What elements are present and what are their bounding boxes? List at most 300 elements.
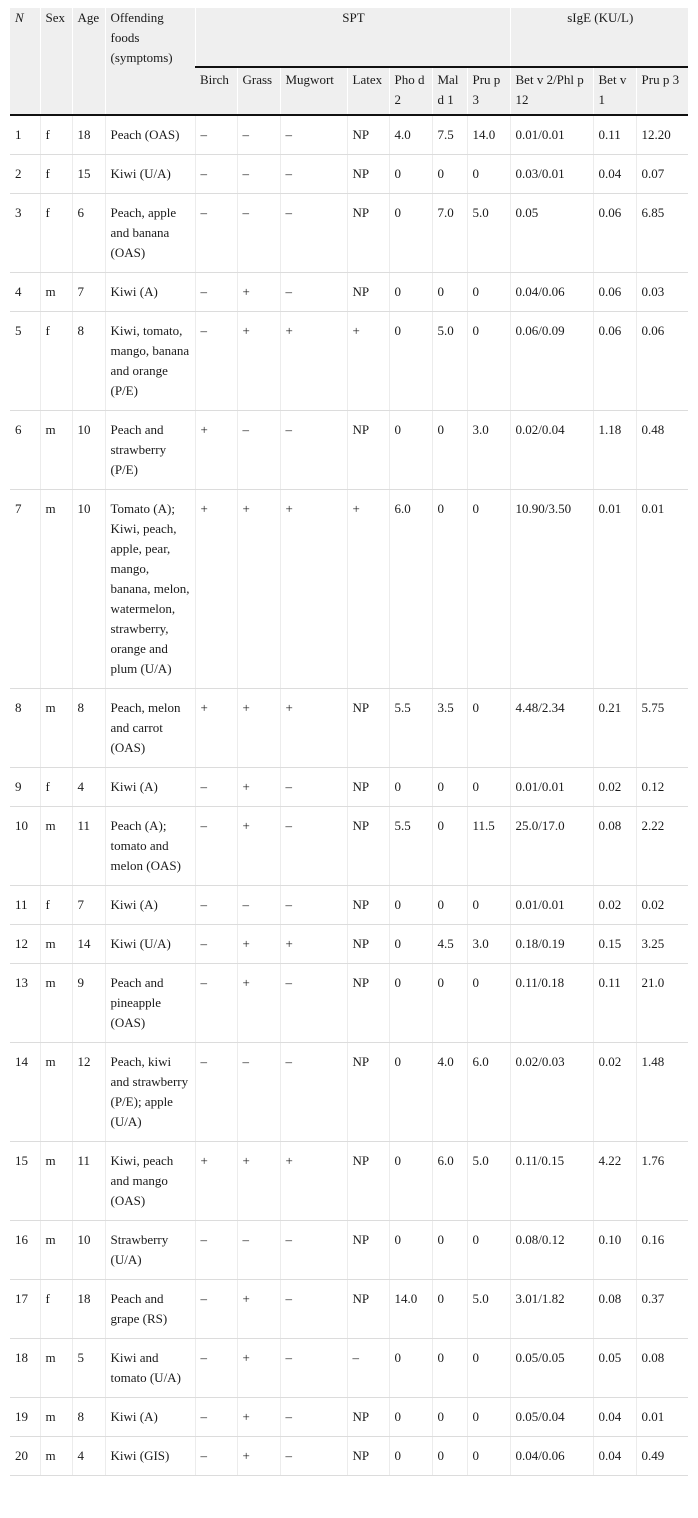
cell-age: 10 — [72, 1221, 105, 1280]
cell-birch: – — [195, 1437, 237, 1476]
table-row — [10, 1437, 688, 1476]
cell-bet-v-2-phl-p-12: 25.0/17.0 — [510, 807, 593, 886]
cell-birch: – — [195, 1398, 237, 1437]
table-row — [10, 155, 688, 194]
cell-mal-d-1: 0 — [432, 807, 467, 886]
header-bet-v-2-phl-p-12: Bet v 2/Phl p 12 — [510, 67, 593, 115]
cell-mugwort: – — [280, 155, 347, 194]
cell-birch: – — [195, 964, 237, 1043]
cell-pho-d-2: 5.5 — [389, 689, 432, 768]
cell-grass: + — [237, 925, 280, 964]
cell-pho-d-2: 0 — [389, 312, 432, 411]
cell-sex: f — [40, 312, 72, 411]
cell-mugwort: + — [280, 925, 347, 964]
table-row — [10, 312, 688, 411]
cell-pho-d-2: 14.0 — [389, 1280, 432, 1339]
cell-pho-d-2: 0 — [389, 768, 432, 807]
cell-bet-v-1: 4.22 — [593, 1142, 636, 1221]
cell-n: 15 — [10, 1142, 40, 1221]
cell-offending-foods: Tomato (A); Kiwi, peach, apple, pear, mango, banana, melon, watermelon, strawberry, orange and plum (U/A) — [105, 490, 195, 689]
cell-spt-pru-p-3: 0 — [467, 312, 510, 411]
cell-bet-v-1: 0.04 — [593, 1398, 636, 1437]
cell-pho-d-2: 0 — [389, 1398, 432, 1437]
table-row — [10, 115, 688, 155]
cell-sige-pru-p-3: 0.06 — [636, 312, 688, 411]
cell-age: 18 — [72, 1280, 105, 1339]
cell-age: 7 — [72, 273, 105, 312]
cell-mal-d-1: 3.5 — [432, 689, 467, 768]
cell-spt-pru-p-3: 5.0 — [467, 1280, 510, 1339]
cell-birch: – — [195, 312, 237, 411]
cell-sex: m — [40, 1398, 72, 1437]
cell-mugwort: – — [280, 1221, 347, 1280]
cell-offending-foods: Kiwi, peach and mango (OAS) — [105, 1142, 195, 1221]
cell-grass: – — [237, 1043, 280, 1142]
cell-sige-pru-p-3: 0.01 — [636, 490, 688, 689]
cell-offending-foods: Kiwi (GIS) — [105, 1437, 195, 1476]
cell-spt-pru-p-3: 6.0 — [467, 1043, 510, 1142]
cell-sige-pru-p-3: 2.22 — [636, 807, 688, 886]
cell-grass: + — [237, 768, 280, 807]
cell-grass: + — [237, 312, 280, 411]
cell-sige-pru-p-3: 0.01 — [636, 1398, 688, 1437]
cell-birch: – — [195, 807, 237, 886]
cell-latex: NP — [347, 1280, 389, 1339]
cell-n: 13 — [10, 964, 40, 1043]
cell-mugwort: – — [280, 768, 347, 807]
cell-offending-foods: Kiwi (A) — [105, 273, 195, 312]
cell-mugwort: – — [280, 1437, 347, 1476]
cell-offending-foods: Peach and strawberry (P/E) — [105, 411, 195, 490]
cell-age: 8 — [72, 1398, 105, 1437]
cell-pho-d-2: 4.0 — [389, 115, 432, 155]
cell-age: 8 — [72, 689, 105, 768]
table-row — [10, 1339, 688, 1398]
cell-birch: – — [195, 925, 237, 964]
cell-bet-v-2-phl-p-12: 0.02/0.04 — [510, 411, 593, 490]
cell-birch: – — [195, 768, 237, 807]
cell-sige-pru-p-3: 0.37 — [636, 1280, 688, 1339]
cell-sex: f — [40, 768, 72, 807]
cell-sex: m — [40, 1142, 72, 1221]
cell-n: 16 — [10, 1221, 40, 1280]
cell-spt-pru-p-3: 0 — [467, 273, 510, 312]
cell-n: 18 — [10, 1339, 40, 1398]
cell-grass: + — [237, 1339, 280, 1398]
cell-sige-pru-p-3: 3.25 — [636, 925, 688, 964]
cell-age: 18 — [72, 115, 105, 155]
cell-grass: + — [237, 807, 280, 886]
cell-sex: m — [40, 1339, 72, 1398]
cell-birch: – — [195, 115, 237, 155]
cell-n: 7 — [10, 490, 40, 689]
cell-spt-pru-p-3: 0 — [467, 964, 510, 1043]
cell-latex: NP — [347, 115, 389, 155]
cell-spt-pru-p-3: 0 — [467, 886, 510, 925]
cell-sige-pru-p-3: 0.48 — [636, 411, 688, 490]
cell-sige-pru-p-3: 12.20 — [636, 115, 688, 155]
cell-bet-v-1: 0.06 — [593, 312, 636, 411]
cell-offending-foods: Kiwi (A) — [105, 1398, 195, 1437]
cell-sige-pru-p-3: 0.07 — [636, 155, 688, 194]
cell-grass: + — [237, 1280, 280, 1339]
cell-pho-d-2: 5.5 — [389, 807, 432, 886]
cell-birch: – — [195, 273, 237, 312]
cell-grass: + — [237, 689, 280, 768]
cell-pho-d-2: 0 — [389, 925, 432, 964]
cell-spt-pru-p-3: 0 — [467, 768, 510, 807]
cell-bet-v-1: 0.06 — [593, 194, 636, 273]
table-row — [10, 411, 688, 490]
cell-pho-d-2: 0 — [389, 194, 432, 273]
cell-offending-foods: Peach (OAS) — [105, 115, 195, 155]
cell-mugwort: – — [280, 807, 347, 886]
cell-n: 8 — [10, 689, 40, 768]
cell-grass: + — [237, 1142, 280, 1221]
cell-sige-pru-p-3: 0.02 — [636, 886, 688, 925]
cell-bet-v-2-phl-p-12: 10.90/3.50 — [510, 490, 593, 689]
cell-mugwort: – — [280, 1280, 347, 1339]
cell-mugwort: – — [280, 194, 347, 273]
cell-offending-foods: Kiwi and tomato (U/A) — [105, 1339, 195, 1398]
cell-mugwort: – — [280, 1043, 347, 1142]
header-sex: Sex — [40, 8, 72, 115]
cell-mugwort: + — [280, 312, 347, 411]
cell-pho-d-2: 0 — [389, 411, 432, 490]
cell-bet-v-1: 0.11 — [593, 964, 636, 1043]
header-spt-pru-p-3: Pru p 3 — [467, 67, 510, 115]
cell-birch: + — [195, 1142, 237, 1221]
cell-spt-pru-p-3: 0 — [467, 1398, 510, 1437]
cell-age: 9 — [72, 964, 105, 1043]
cell-n: 4 — [10, 273, 40, 312]
cell-spt-pru-p-3: 0 — [467, 490, 510, 689]
cell-grass: – — [237, 155, 280, 194]
header-bet-v-1: Bet v 1 — [593, 67, 636, 115]
cell-bet-v-2-phl-p-12: 0.06/0.09 — [510, 312, 593, 411]
cell-spt-pru-p-3: 14.0 — [467, 115, 510, 155]
cell-mal-d-1: 0 — [432, 1398, 467, 1437]
cell-bet-v-2-phl-p-12: 0.18/0.19 — [510, 925, 593, 964]
cell-mal-d-1: 0 — [432, 1221, 467, 1280]
cell-offending-foods: Peach, melon and carrot (OAS) — [105, 689, 195, 768]
table-row — [10, 807, 688, 886]
cell-latex: NP — [347, 964, 389, 1043]
cell-age: 8 — [72, 312, 105, 411]
cell-mal-d-1: 0 — [432, 273, 467, 312]
cell-n: 17 — [10, 1280, 40, 1339]
cell-n: 3 — [10, 194, 40, 273]
table-row — [10, 1280, 688, 1339]
cell-grass: + — [237, 490, 280, 689]
cell-bet-v-2-phl-p-12: 0.01/0.01 — [510, 115, 593, 155]
cell-mal-d-1: 6.0 — [432, 1142, 467, 1221]
cell-grass: – — [237, 1221, 280, 1280]
cell-bet-v-2-phl-p-12: 0.05/0.05 — [510, 1339, 593, 1398]
cell-mugwort: + — [280, 689, 347, 768]
cell-birch: – — [195, 1339, 237, 1398]
allergy-table — [10, 8, 688, 1476]
cell-sige-pru-p-3: 0.08 — [636, 1339, 688, 1398]
cell-mugwort: – — [280, 115, 347, 155]
cell-spt-pru-p-3: 0 — [467, 1339, 510, 1398]
cell-mugwort: – — [280, 886, 347, 925]
cell-mal-d-1: 0 — [432, 411, 467, 490]
cell-n: 5 — [10, 312, 40, 411]
cell-latex: NP — [347, 1043, 389, 1142]
cell-n: 2 — [10, 155, 40, 194]
cell-n: 20 — [10, 1437, 40, 1476]
header-spt-group: SPT — [195, 8, 510, 67]
cell-n: 10 — [10, 807, 40, 886]
cell-sex: m — [40, 1437, 72, 1476]
cell-offending-foods: Kiwi (U/A) — [105, 155, 195, 194]
cell-birch: – — [195, 155, 237, 194]
header-offending-foods: Offending foods (symptoms) — [105, 8, 195, 115]
cell-grass: + — [237, 964, 280, 1043]
cell-latex: NP — [347, 886, 389, 925]
cell-sex: f — [40, 155, 72, 194]
cell-grass: + — [237, 273, 280, 312]
cell-spt-pru-p-3: 5.0 — [467, 1142, 510, 1221]
cell-n: 14 — [10, 1043, 40, 1142]
cell-bet-v-1: 0.08 — [593, 1280, 636, 1339]
cell-age: 14 — [72, 925, 105, 964]
cell-n: 1 — [10, 115, 40, 155]
cell-bet-v-2-phl-p-12: 0.01/0.01 — [510, 768, 593, 807]
cell-pho-d-2: 0 — [389, 1043, 432, 1142]
cell-birch: – — [195, 194, 237, 273]
cell-birch: + — [195, 411, 237, 490]
cell-mal-d-1: 4.0 — [432, 1043, 467, 1142]
table-row — [10, 194, 688, 273]
table-row — [10, 1398, 688, 1437]
cell-bet-v-1: 0.04 — [593, 1437, 636, 1476]
cell-mal-d-1: 0 — [432, 1280, 467, 1339]
cell-n: 6 — [10, 411, 40, 490]
cell-offending-foods: Strawberry (U/A) — [105, 1221, 195, 1280]
cell-bet-v-2-phl-p-12: 0.11/0.18 — [510, 964, 593, 1043]
cell-pho-d-2: 0 — [389, 155, 432, 194]
table-row — [10, 689, 688, 768]
cell-age: 10 — [72, 490, 105, 689]
cell-age: 15 — [72, 155, 105, 194]
cell-age: 5 — [72, 1339, 105, 1398]
cell-sex: m — [40, 807, 72, 886]
cell-latex: NP — [347, 273, 389, 312]
cell-sex: f — [40, 194, 72, 273]
cell-spt-pru-p-3: 0 — [467, 1437, 510, 1476]
cell-offending-foods: Peach and grape (RS) — [105, 1280, 195, 1339]
cell-latex: NP — [347, 689, 389, 768]
cell-bet-v-1: 0.15 — [593, 925, 636, 964]
cell-age: 12 — [72, 1043, 105, 1142]
cell-latex: + — [347, 490, 389, 689]
cell-offending-foods: Peach, kiwi and strawberry (P/E); apple (U/A) — [105, 1043, 195, 1142]
cell-bet-v-1: 0.04 — [593, 155, 636, 194]
cell-mugwort: + — [280, 490, 347, 689]
cell-spt-pru-p-3: 0 — [467, 689, 510, 768]
cell-bet-v-1: 0.06 — [593, 273, 636, 312]
cell-birch: + — [195, 689, 237, 768]
cell-mal-d-1: 4.5 — [432, 925, 467, 964]
cell-n: 9 — [10, 768, 40, 807]
cell-age: 11 — [72, 1142, 105, 1221]
cell-bet-v-2-phl-p-12: 3.01/1.82 — [510, 1280, 593, 1339]
cell-bet-v-2-phl-p-12: 0.05 — [510, 194, 593, 273]
cell-bet-v-1: 0.01 — [593, 490, 636, 689]
cell-mal-d-1: 7.5 — [432, 115, 467, 155]
cell-grass: – — [237, 886, 280, 925]
cell-spt-pru-p-3: 0 — [467, 155, 510, 194]
cell-pho-d-2: 0 — [389, 1437, 432, 1476]
cell-latex: NP — [347, 1142, 389, 1221]
table-row — [10, 886, 688, 925]
cell-latex: NP — [347, 1437, 389, 1476]
cell-mal-d-1: 5.0 — [432, 312, 467, 411]
cell-latex: + — [347, 312, 389, 411]
cell-age: 7 — [72, 886, 105, 925]
table-row — [10, 1221, 688, 1280]
cell-pho-d-2: 0 — [389, 1339, 432, 1398]
cell-sige-pru-p-3: 0.03 — [636, 273, 688, 312]
cell-age: 4 — [72, 768, 105, 807]
cell-birch: – — [195, 1221, 237, 1280]
cell-latex: NP — [347, 925, 389, 964]
cell-latex: NP — [347, 1221, 389, 1280]
header-birch: Birch — [195, 67, 237, 115]
cell-mugwort: – — [280, 964, 347, 1043]
cell-spt-pru-p-3: 0 — [467, 1221, 510, 1280]
cell-bet-v-1: 0.05 — [593, 1339, 636, 1398]
cell-offending-foods: Peach and pineapple (OAS) — [105, 964, 195, 1043]
cell-mal-d-1: 0 — [432, 1339, 467, 1398]
cell-bet-v-2-phl-p-12: 0.04/0.06 — [510, 273, 593, 312]
cell-mal-d-1: 0 — [432, 155, 467, 194]
cell-latex: NP — [347, 411, 389, 490]
cell-offending-foods: Kiwi (A) — [105, 768, 195, 807]
cell-sex: m — [40, 490, 72, 689]
cell-sex: m — [40, 964, 72, 1043]
cell-bet-v-1: 0.08 — [593, 807, 636, 886]
cell-sige-pru-p-3: 0.49 — [636, 1437, 688, 1476]
table-row — [10, 490, 688, 689]
cell-bet-v-1: 0.02 — [593, 1043, 636, 1142]
cell-grass: + — [237, 1437, 280, 1476]
header-n: N — [10, 8, 40, 115]
cell-sex: f — [40, 886, 72, 925]
cell-birch: + — [195, 490, 237, 689]
header-sige-group: sIgE (KU/L) — [510, 8, 688, 67]
cell-grass: – — [237, 194, 280, 273]
cell-pho-d-2: 0 — [389, 273, 432, 312]
cell-birch: – — [195, 1043, 237, 1142]
cell-birch: – — [195, 886, 237, 925]
cell-pho-d-2: 0 — [389, 886, 432, 925]
cell-sex: f — [40, 1280, 72, 1339]
cell-pho-d-2: 0 — [389, 1221, 432, 1280]
cell-mal-d-1: 0 — [432, 886, 467, 925]
cell-age: 11 — [72, 807, 105, 886]
cell-sige-pru-p-3: 6.85 — [636, 194, 688, 273]
cell-grass: – — [237, 411, 280, 490]
cell-latex: NP — [347, 194, 389, 273]
cell-mal-d-1: 7.0 — [432, 194, 467, 273]
cell-bet-v-2-phl-p-12: 0.01/0.01 — [510, 886, 593, 925]
cell-mugwort: – — [280, 273, 347, 312]
cell-offending-foods: Peach, apple and banana (OAS) — [105, 194, 195, 273]
cell-bet-v-2-phl-p-12: 0.04/0.06 — [510, 1437, 593, 1476]
table-body — [10, 115, 688, 1476]
cell-bet-v-1: 0.11 — [593, 115, 636, 155]
table-row — [10, 1142, 688, 1221]
cell-pho-d-2: 0 — [389, 1142, 432, 1221]
cell-sex: m — [40, 1221, 72, 1280]
header-latex: Latex — [347, 67, 389, 115]
cell-sige-pru-p-3: 1.76 — [636, 1142, 688, 1221]
cell-bet-v-2-phl-p-12: 0.05/0.04 — [510, 1398, 593, 1437]
cell-mal-d-1: 0 — [432, 768, 467, 807]
cell-bet-v-1: 0.10 — [593, 1221, 636, 1280]
cell-bet-v-2-phl-p-12: 0.11/0.15 — [510, 1142, 593, 1221]
cell-latex: NP — [347, 155, 389, 194]
header-sige-pru-p-3: Pru p 3 — [636, 67, 688, 115]
cell-spt-pru-p-3: 11.5 — [467, 807, 510, 886]
cell-sex: m — [40, 1043, 72, 1142]
cell-grass: + — [237, 1398, 280, 1437]
cell-spt-pru-p-3: 3.0 — [467, 925, 510, 964]
cell-bet-v-2-phl-p-12: 4.48/2.34 — [510, 689, 593, 768]
cell-bet-v-1: 0.02 — [593, 768, 636, 807]
cell-sige-pru-p-3: 0.16 — [636, 1221, 688, 1280]
cell-spt-pru-p-3: 5.0 — [467, 194, 510, 273]
cell-birch: – — [195, 1280, 237, 1339]
cell-age: 6 — [72, 194, 105, 273]
cell-age: 10 — [72, 411, 105, 490]
cell-sex: f — [40, 115, 72, 155]
table-row — [10, 964, 688, 1043]
cell-mal-d-1: 0 — [432, 1437, 467, 1476]
cell-sex: m — [40, 273, 72, 312]
cell-mal-d-1: 0 — [432, 490, 467, 689]
cell-bet-v-1: 0.02 — [593, 886, 636, 925]
cell-bet-v-2-phl-p-12: 0.02/0.03 — [510, 1043, 593, 1142]
header-grass: Grass — [237, 67, 280, 115]
cell-sige-pru-p-3: 21.0 — [636, 964, 688, 1043]
cell-latex: – — [347, 1339, 389, 1398]
cell-bet-v-2-phl-p-12: 0.08/0.12 — [510, 1221, 593, 1280]
cell-sex: m — [40, 925, 72, 964]
cell-pho-d-2: 6.0 — [389, 490, 432, 689]
cell-sige-pru-p-3: 0.12 — [636, 768, 688, 807]
cell-mal-d-1: 0 — [432, 964, 467, 1043]
cell-offending-foods: Kiwi, tomato, mango, banana and orange (P/E) — [105, 312, 195, 411]
table-row — [10, 273, 688, 312]
cell-offending-foods: Kiwi (U/A) — [105, 925, 195, 964]
header-mal-d-1: Mal d 1 — [432, 67, 467, 115]
cell-spt-pru-p-3: 3.0 — [467, 411, 510, 490]
cell-latex: NP — [347, 768, 389, 807]
table-header — [10, 8, 688, 115]
cell-n: 11 — [10, 886, 40, 925]
cell-sex: m — [40, 411, 72, 490]
header-pho-d-2: Pho d 2 — [389, 67, 432, 115]
cell-latex: NP — [347, 1398, 389, 1437]
header-mugwort: Mugwort — [280, 67, 347, 115]
cell-sex: m — [40, 689, 72, 768]
cell-mugwort: – — [280, 411, 347, 490]
cell-grass: – — [237, 115, 280, 155]
